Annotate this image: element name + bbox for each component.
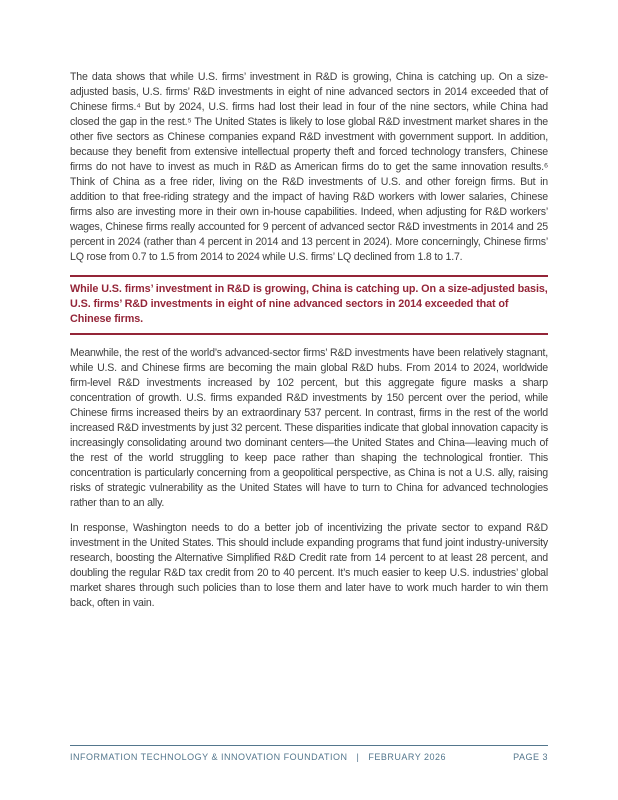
- footer-separator: |: [356, 752, 360, 762]
- footer-page-number: PAGE 3: [513, 752, 548, 762]
- paragraph-data-shows: The data shows that while U.S. firms’ investment in R&D is growing, China is catching up. On a size-adjusted basis, U.S. firms’ R&D investments in eight of nine advanced sectors in 2014 exceeded that of Chinese firms.⁴ But by 2024, U.S. firms had lost their lead in four of the nine sectors, while China had closed the gap in the rest.⁵ The United States is likely to lose global R&D investment market shares in the other five sectors as Chinese companies expand R&D investment with government support. In addition, because they benefit from extensive intellectual property theft and forced technology transfers, Chinese firms do not have to invest as much in R&D as American firms do to get the same innovation results.⁶ Think of China as a free rider, living on the R&D investments of U.S. and other foreign firms. But in addition to that free-riding strategy and the impact of having R&D workers with lower salaries, Chinese firms also are investing more in their own in-house capabilities. Indeed, when adjusting for R&D workers’ wages, Chinese firms really accounted for 9 percent of advanced sector R&D investments in 2014 and 25 percent in 2024 (rather than 4 percent in 2014 and 13 percent in 2024). More concerningly, Chinese firms’ LQ rose from 0.7 to 1.5 from 2014 to 2024 while U.S. firms’ LQ declined from 1.8 to 1.7.: [70, 71, 548, 263]
- footer-left: [70, 752, 446, 762]
- paragraph-in-response: In response, Washington needs to do a better job of incentivizing the private sector to expand R&D investment in the United States. This should include expanding programs that fund joint industry-university research, boosting the Alternative Simplified R&D Credit rate from 14 percent to at least 28 percent, and doubling the regular R&D tax credit from 20 to 40 percent. It’s much easier to keep U.S. industries’ global market shares through such policies than to lose them and later have to work much harder to win them back, often in vain.: [70, 522, 548, 609]
- pull-quote-box: [70, 275, 548, 335]
- footer-organization: INFORMATION TECHNOLOGY & INNOVATION FOUNDATION: [70, 752, 348, 762]
- page-body: [70, 70, 548, 621]
- footer-date: FEBRUARY 2026: [368, 752, 447, 762]
- pull-quote-text: While U.S. firms’ investment in R&D is growing, China is catching up. On a size-adjusted basis, U.S. firms’ R&D investments in eight of nine advanced sectors in 2014 exceeded that of Chinese firms.: [70, 283, 548, 325]
- page-footer: [70, 745, 548, 762]
- paragraph-meanwhile: Meanwhile, the rest of the world’s advanced-sector firms’ R&D investments have been relatively stagnant, while U.S. and Chinese firms are becoming the main global R&D hubs. From 2014 to 2024, worldwide firm-level R&D investments increased by 102 percent, but this aggregate figure masks a sharp concentration of growth. U.S. firms expanded R&D investments by 150 percent over the period, while Chinese firms increased theirs by an extraordinary 537 percent. In contrast, firms in the rest of the world increased R&D investments by just 32 percent. These disparities indicate that global innovation capacity is increasingly consolidating around two dominant centers—the United States and China—leaving much of the rest of the world struggling to keep pace rather than shaping the technological frontier. This concentration is particularly concerning from a geopolitical perspective, as China is not a U.S. ally, raising risks of strategic vulnerability as the United States will have to turn to China for advanced technologies rather than to an ally.: [70, 347, 548, 509]
